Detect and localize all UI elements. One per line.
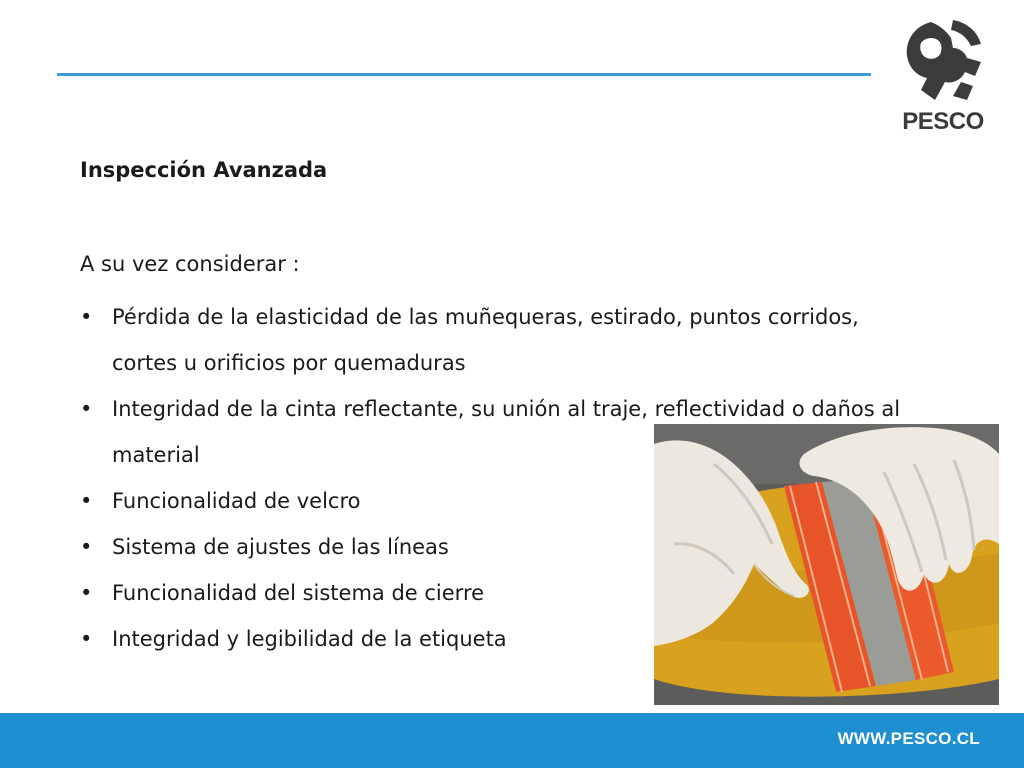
bullet-text: Integridad de la cinta reflectante, su unión al traje, reflectividad o daños al material [112, 397, 901, 467]
bullet-dot: • [80, 627, 93, 651]
footer-bar [0, 713, 1024, 768]
bullet-dot: • [80, 489, 93, 513]
pesco-logo-mark-icon [901, 16, 987, 104]
bullet-text: Funcionalidad del sistema de cierre [112, 581, 485, 605]
bullet-text: Funcionalidad de velcro [112, 489, 361, 513]
website-link[interactable]: WWW.PESCO.CL [837, 729, 980, 748]
bullet-dot: • [80, 581, 93, 605]
pesco-logo [895, 16, 995, 138]
inspection-photo [654, 424, 999, 705]
slide-title: Inspección Avanzada [80, 158, 328, 182]
header-divider [57, 73, 871, 76]
bullet-item-elasticity [80, 294, 960, 386]
bullet-text: Sistema de ajustes de las líneas [112, 535, 449, 559]
bullet-text: Integridad y legibilidad de la etiqueta [112, 627, 507, 651]
bullet-text: Pérdida de la elasticidad de las muñequeras, estirado, puntos corridos, cortes u orificios por quemaduras [112, 305, 859, 375]
bullet-dot: • [80, 535, 93, 559]
gloved-hands-reflective-tape-image [654, 424, 999, 705]
intro-text: A su vez considerar : [80, 252, 300, 276]
pesco-logo-text: PESCO [902, 108, 984, 135]
bullet-dot: • [80, 305, 93, 329]
bullet-dot: • [80, 397, 93, 421]
